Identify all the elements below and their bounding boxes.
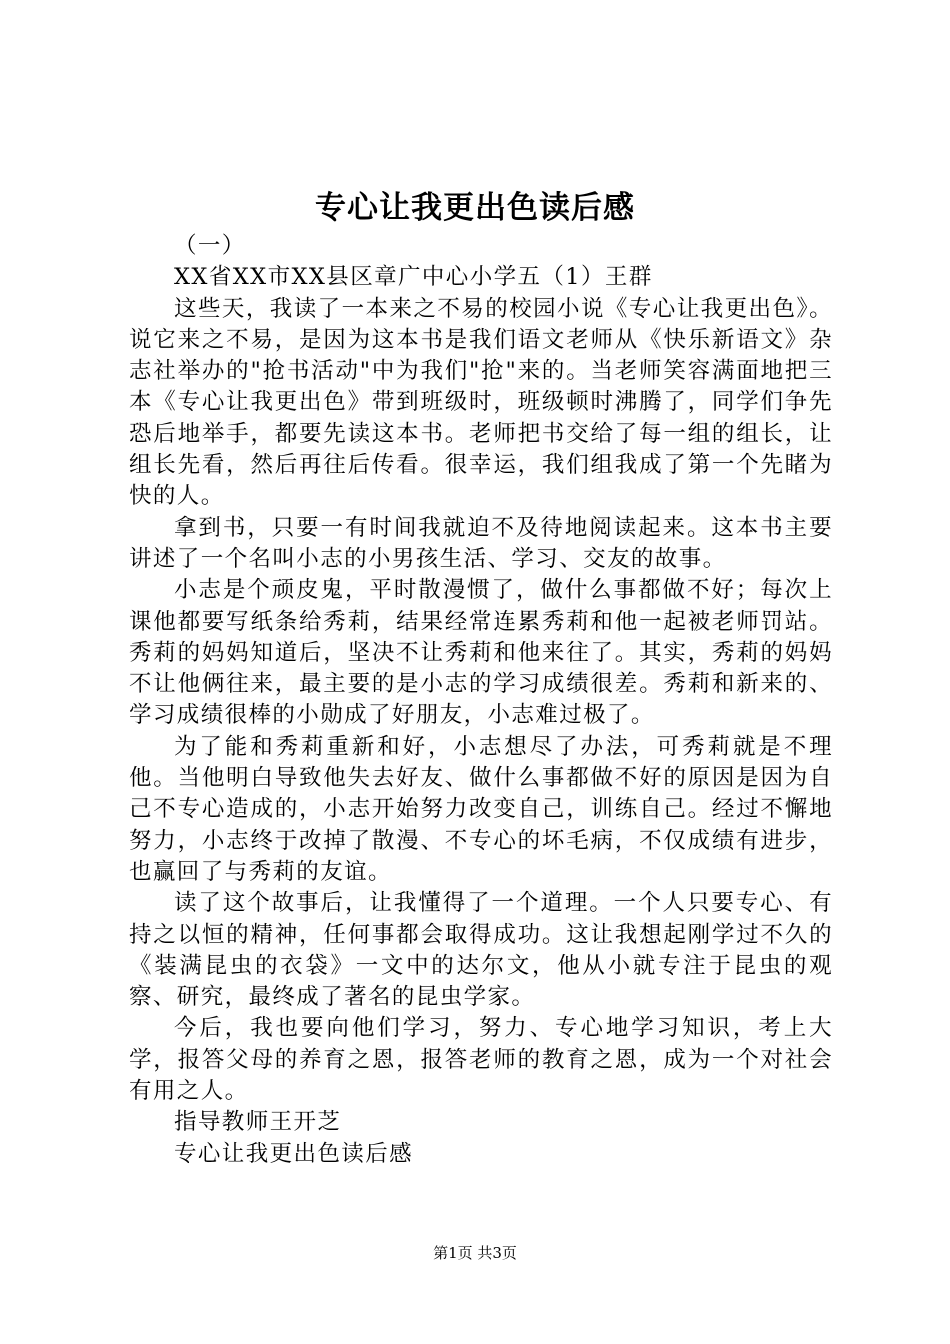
page-indicator: 第1页 共3页: [433, 1244, 517, 1262]
paragraph-3: 小志是个顽皮鬼，平时散漫惯了，做什么事都做不好；每次上课他都要写纸条给秀莉，结果经常连累秀莉和他一起被老师罚站。秀莉的妈妈知道后，坚决不让秀莉和他来往了。其实，秀莉的妈妈不让他俩往来，最主要的是小志的学习成绩很差。秀莉和新来的、学习成绩很棒的小勋成了好朋友，小志难过极了。: [129, 577, 833, 729]
closing-title: 专心让我更出色读后感: [174, 1140, 414, 1167]
document-title: 专心让我更出色读后感: [315, 190, 635, 226]
document-body: [129, 231, 833, 1170]
paragraph-1: 这些天，我读了一本来之不易的校园小说《专心让我更出色》。说它来之不易，是因为这本书是我们语文老师从《快乐新语文》杂志社举办的"抢书活动"中为我们"抢"来的。当老师笑容满面地把三本《专心让我更出色》带到班级时，班级顿时沸腾了，同学们争先恐后地举手，都要先读这本书。老师把书交给了每一组的组长，让组长先看，然后再往后传看。很幸运，我们组我成了第一个先睹为快的人。: [129, 295, 833, 510]
author-line: XX省XX市XX县区章广中心小学五（1）王群: [174, 264, 653, 291]
paragraph-2: 拿到书，只要一有时间我就迫不及待地阅读起来。这本书主要讲述了一个名叫小志的小男孩生活、学习、交友的故事。: [129, 514, 833, 572]
paragraph-6: 今后，我也要向他们学习，努力、专心地学习知识，考上大学，报答父母的养育之恩，报答老师的教育之恩，成为一个对社会有用之人。: [129, 1015, 833, 1105]
paragraph-4: 为了能和秀莉重新和好，小志想尽了办法，可秀莉就是不理他。当他明白导致他失去好友、做什么事都做不好的原因是因为自己不专心造成的，小志开始努力改变自己，训练自己。经过不懈地努力，小志终于改掉了散漫、不专心的坏毛病，不仅成绩有进步，也赢回了与秀莉的友谊。: [129, 733, 833, 885]
section-marker: （一）: [174, 233, 246, 259]
teacher-line: 指导教师王开芝: [174, 1109, 342, 1136]
paragraph-5: 读了这个故事后，让我懂得了一个道理。一个人只要专心、有持之以恒的精神，任何事都会取得成功。这让我想起刚学过不久的《装满昆虫的衣袋》一文中的达尔文，他从小就专注于昆虫的观察、研究，最终成了著名的昆虫学家。: [129, 890, 833, 1011]
